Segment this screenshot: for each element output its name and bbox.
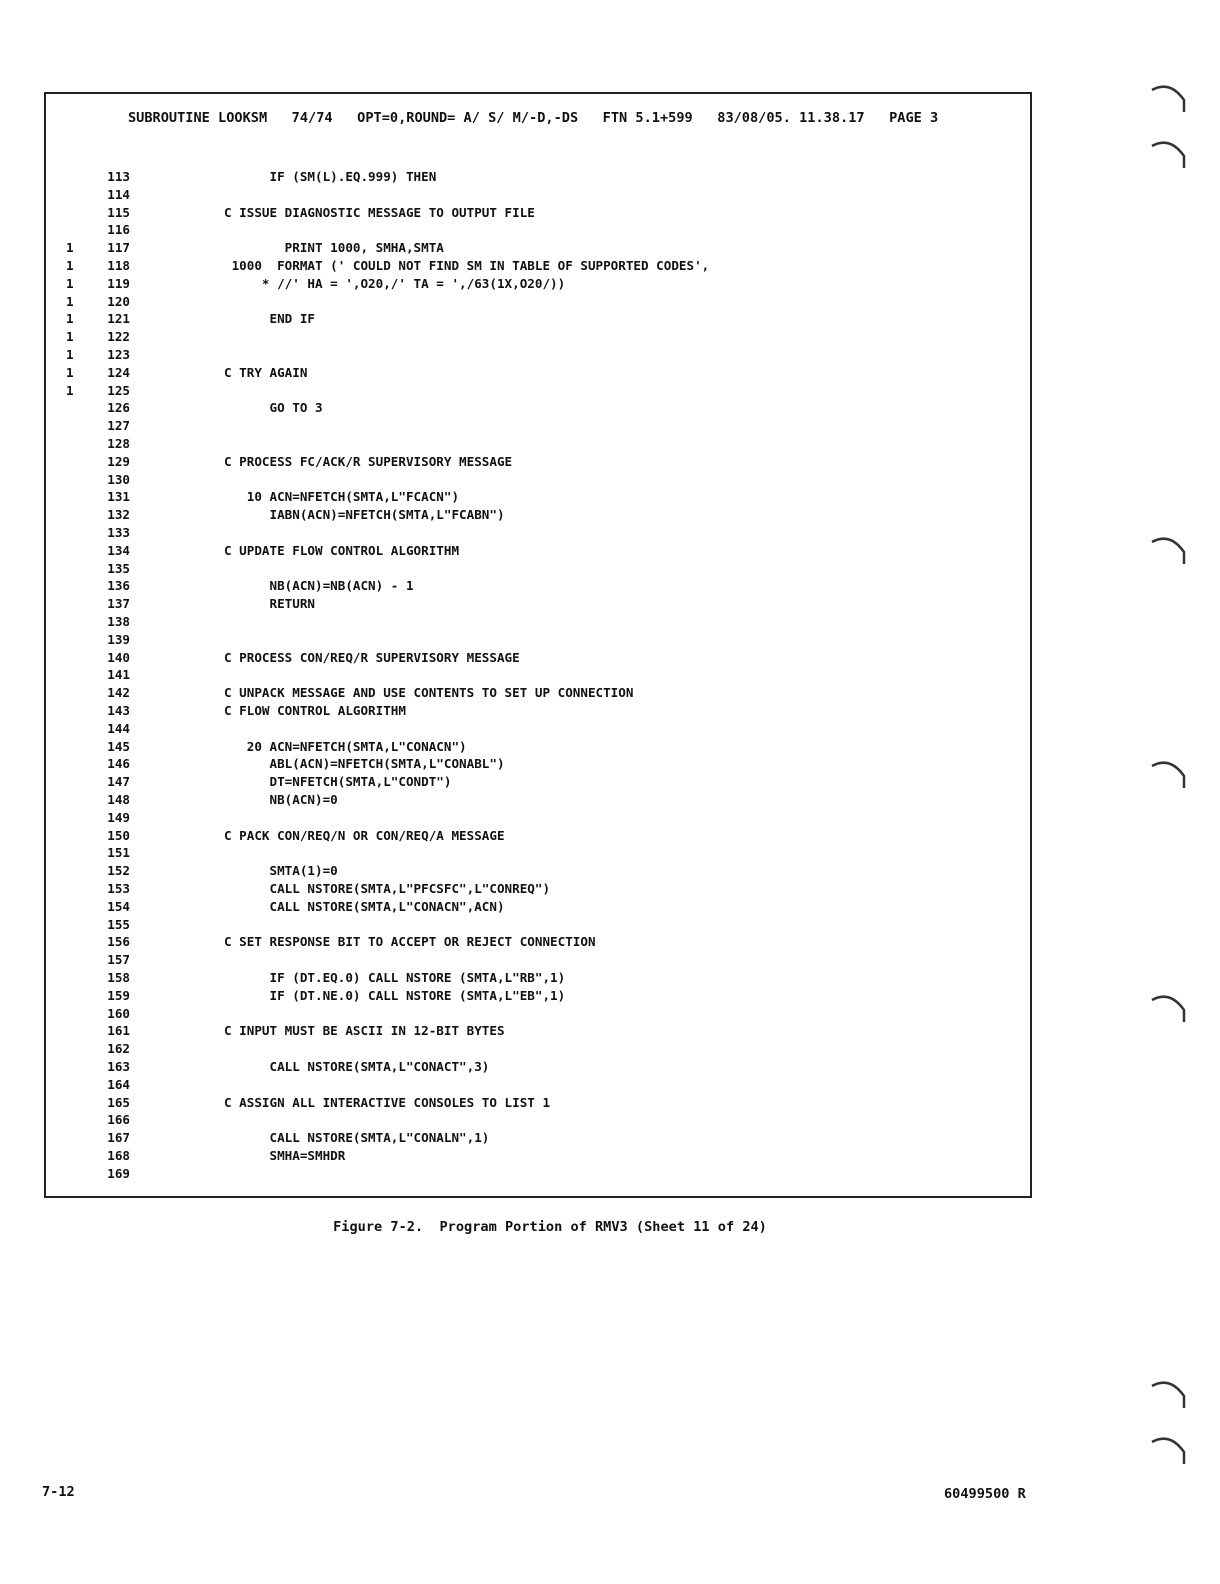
line-number: 134 [107,542,130,558]
line-number: 167 [107,1130,130,1146]
source-code: IABN(ACN)=NFETCH(SMTA,L"FCABN") [224,507,505,523]
listing-line [0,827,1000,844]
nesting-level: 1 [66,329,74,345]
listing-line [0,524,1000,541]
source-code: CALL NSTORE(SMTA,L"PFCSFC",L"CONREQ") [224,881,551,896]
nesting-level: 1 [66,382,74,398]
source-code: DT=NFETCH(SMTA,L"CONDT") [224,774,452,790]
listing-line [0,310,1000,327]
source-code: CALL NSTORE(SMTA,L"CONACN",ACN) [224,898,505,914]
line-number: 119 [107,275,130,291]
source-code: PRINT 1000, SMHA,SMTA [224,240,444,256]
page-number: 7-12 [42,1484,75,1500]
listing-line [0,435,1000,452]
line-number: 164 [107,1076,130,1092]
line-number: 116 [107,222,130,238]
source-code: RETURN [224,596,315,612]
source-code: C UNPACK MESSAGE AND USE CONTENTS TO SET UP CONNECTION [224,685,634,701]
nesting-level: 1 [66,293,74,309]
nesting-level: 1 [66,347,74,362]
source-code: * //' HA = ',O20,/' TA = ',/63(1X,O20/)) [224,275,566,291]
line-number: 153 [107,881,130,896]
line-number: 138 [107,614,130,629]
line-number: 163 [107,1059,130,1074]
line-number: 126 [107,400,130,416]
line-number: 169 [107,1165,130,1181]
listing-line [0,1129,1000,1146]
listing-line [0,560,1000,577]
listing-line [0,399,1000,416]
line-number: 127 [107,418,130,434]
source-code: C PROCESS CON/REQ/R SUPERVISORY MESSAGE [224,649,520,665]
source-code: CALL NSTORE(SMTA,L"CONACT",3) [224,1059,490,1074]
listing-line [0,809,1000,826]
listing-line [0,382,1000,399]
listing-line [0,168,1000,185]
source-code: NB(ACN)=0 [224,792,338,807]
source-code: CALL NSTORE(SMTA,L"CONALN",1) [224,1130,490,1146]
listing-line [0,702,1000,719]
listing-line [0,1076,1000,1093]
line-number: 168 [107,1148,130,1163]
line-number: 122 [107,329,130,345]
source-code: 1000 FORMAT (' COULD NOT FIND SM IN TABLE OF SUPPORTED CODES', [224,258,710,273]
listing-line [0,204,1000,221]
line-number: 150 [107,827,130,843]
listing-line [0,933,1000,950]
source-code: C SET RESPONSE BIT TO ACCEPT OR REJECT CONNECTION [224,934,596,950]
listing-line [0,631,1000,648]
listing-line [0,239,1000,256]
listing-line [0,666,1000,683]
listing-line [0,773,1000,790]
line-number: 136 [107,578,130,594]
listing-line [0,471,1000,488]
binder-hole-mark [1150,136,1186,172]
binder-hole-mark [1150,1432,1186,1468]
listing-line [0,506,1000,523]
listing-line [0,186,1000,203]
line-number: 165 [107,1094,130,1110]
line-number: 124 [107,364,130,380]
nesting-level: 1 [66,258,74,273]
listing-line [0,257,1000,274]
binder-hole-mark [1150,990,1186,1026]
listing-line [0,293,1000,310]
listing-line [0,346,1000,363]
document-number: 60499500 R [944,1486,1026,1502]
listing-line [0,221,1000,238]
line-number: 157 [107,952,130,968]
listing-line [0,987,1000,1004]
listing-line [0,1058,1000,1075]
line-number: 156 [107,934,130,950]
line-number: 120 [107,293,130,309]
listing-line [0,1147,1000,1164]
line-number: 137 [107,596,130,612]
listing-line [0,916,1000,933]
line-number: 113 [107,169,130,184]
source-code: C PROCESS FC/ACK/R SUPERVISORY MESSAGE [224,453,513,469]
binder-hole-mark [1150,1376,1186,1412]
line-number: 140 [107,649,130,665]
nesting-level: 1 [66,275,74,291]
source-code: C UPDATE FLOW CONTROL ALGORITHM [224,542,460,558]
line-number: 149 [107,809,130,825]
listing-line [0,738,1000,755]
listing-line [0,364,1000,381]
listing-line [0,1022,1000,1039]
listing-line [0,649,1000,666]
listing-line [0,542,1000,559]
listing-line [0,969,1000,986]
source-code: SMTA(1)=0 [224,863,338,879]
listing-line [0,488,1000,505]
listing-line [0,862,1000,879]
line-number: 141 [107,667,130,683]
figure-caption: Figure 7-2. Program Portion of RMV3 (Sheet 11 of 24) [333,1219,767,1235]
line-number: 152 [107,863,130,879]
line-number: 142 [107,685,130,701]
listing-line [0,720,1000,737]
line-number: 162 [107,1041,130,1057]
line-number: 135 [107,560,130,576]
line-number: 118 [107,258,130,273]
listing-line [0,880,1000,897]
line-number: 148 [107,792,130,807]
binder-hole-mark [1150,532,1186,568]
line-number: 146 [107,756,130,772]
listing-line [0,453,1000,470]
line-number: 115 [107,204,130,220]
nesting-level: 1 [66,364,74,380]
source-code: IF (SM(L).EQ.999) THEN [224,169,437,184]
listing-line [0,1005,1000,1022]
source-code: IF (DT.EQ.0) CALL NSTORE (SMTA,L"RB",1) [224,970,566,985]
line-number: 125 [107,382,130,398]
listing-line [0,755,1000,772]
listing-line [0,898,1000,915]
line-number: 159 [107,987,130,1003]
source-code: C FLOW CONTROL ALGORITHM [224,703,406,718]
listing-line [0,1040,1000,1057]
line-number: 139 [107,631,130,647]
listing-line [0,328,1000,345]
line-number: 144 [107,720,130,736]
listing-line [0,951,1000,968]
line-number: 143 [107,703,130,718]
listing-line [0,1094,1000,1111]
line-number: 128 [107,436,130,451]
listing-line [0,595,1000,612]
source-code: C PACK CON/REQ/N OR CON/REQ/A MESSAGE [224,827,505,843]
nesting-level: 1 [66,311,74,327]
line-number: 154 [107,898,130,914]
line-number: 131 [107,489,130,505]
line-number: 121 [107,311,130,327]
source-code: C ISSUE DIAGNOSTIC MESSAGE TO OUTPUT FILE [224,204,535,220]
listing-line [0,791,1000,808]
listing-line [0,275,1000,292]
listing-line [0,1111,1000,1128]
line-number: 132 [107,507,130,523]
listing-header: SUBROUTINE LOOKSM 74/74 OPT=0,ROUND= A/ S/ M/-D,-DS FTN 5.1+599 83/08/05. 11.38.17 PAGE 3 [128,110,939,126]
binder-hole-mark [1150,756,1186,792]
listing-line [0,613,1000,630]
line-number: 155 [107,916,130,932]
line-number: 129 [107,453,130,469]
line-number: 161 [107,1023,130,1039]
source-code: GO TO 3 [224,400,323,416]
listing-line [0,684,1000,701]
listing-line [0,577,1000,594]
binder-hole-mark [1150,80,1186,116]
source-code: NB(ACN)=NB(ACN) - 1 [224,578,414,594]
listing-line [0,417,1000,434]
source-code: ABL(ACN)=NFETCH(SMTA,L"CONABL") [224,756,505,772]
line-number: 145 [107,738,130,754]
line-number: 158 [107,970,130,985]
nesting-level: 1 [66,240,74,256]
line-number: 160 [107,1005,130,1021]
source-code: C TRY AGAIN [224,364,308,380]
source-code: SMHA=SMHDR [224,1148,346,1163]
line-number: 151 [107,845,130,861]
source-code: C INPUT MUST BE ASCII IN 12-BIT BYTES [224,1023,505,1039]
line-number: 130 [107,471,130,487]
line-number: 123 [107,347,130,362]
source-code: IF (DT.NE.0) CALL NSTORE (SMTA,L"EB",1) [224,987,566,1003]
line-number: 117 [107,240,130,256]
line-number: 147 [107,774,130,790]
source-code: 10 ACN=NFETCH(SMTA,L"FCACN") [224,489,460,505]
source-code: C ASSIGN ALL INTERACTIVE CONSOLES TO LIST 1 [224,1094,551,1110]
source-code: END IF [224,311,315,327]
line-number: 114 [107,186,130,202]
listing-line [0,844,1000,861]
source-code: 20 ACN=NFETCH(SMTA,L"CONACN") [224,738,467,754]
line-number: 133 [107,525,130,540]
listing-line [0,1165,1000,1182]
line-number: 166 [107,1112,130,1128]
